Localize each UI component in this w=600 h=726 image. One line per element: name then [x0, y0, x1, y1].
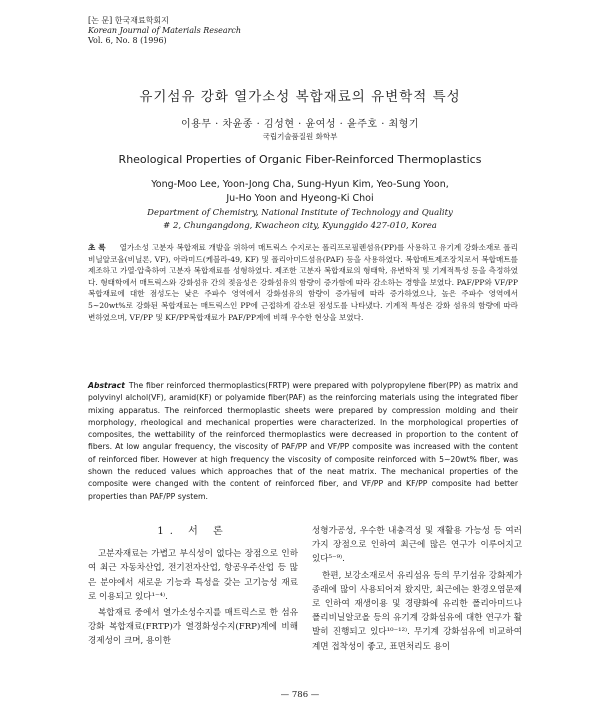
- abstract-korean-label: 초 록: [88, 243, 106, 252]
- body-column-left: [88, 522, 298, 649]
- intro-paragraph-2-continued: 성형가공성, 우수한 내충격성 및 재활용 가능성 등 여러가지 장점으로 인하여 최근에 많은 연구가 이루어지고 있다⁵⁻⁹⁾.: [312, 526, 522, 565]
- journal-name-en: Korean Journal of Materials Research: [88, 26, 242, 35]
- affiliation-english: [0, 207, 600, 233]
- intro-paragraph-2: 복합재료 중에서 열가소성수지를 매트릭스로 한 섬유강화 복합재료(FRTP)가 열경화성수지(FRP)계에 비해 경제성이 크며, 용이한: [88, 608, 298, 647]
- abstract-korean-text: 열가소성 고분자 복합재료 개발을 위하여 매트릭스 수지로는 폴리프로필렌섬유(PP)를 사용하고 유기계 강화소재로 폴리비닐알코올(비닐론, VF), 아라미드(케블라-49, KF) 및 폴리아미드섬유(PAF) 등을 사용하였다. 복합매트제조장치로서 복합매트를 제조하고 가열·압축하여 고분자 복합재료를 성형하였다. 제조한 고분자 복합재료의 형태학, 유변학적 및 기계적특성 등을 측정하였다. 형태학에서 매트릭스와 강화섬유 간의 젖음성은 강화섬유의 함량이 증가함에 따라 감소하는 경향을 보였다. PAF/PP와 VF/PP 복합재료에 대한 점성도는 낮은 주파수 영역에서 강화섬유의 함량이 증가됨에 따라 증가하였으나, 높은 주파수 영역에서 5∼20wt%로 강화된 복합재료는 매트릭스인 PP에 근접하게 감소된 점성도를 나타냈다. 기계적 특성은 강화 섬유의 함량에 따라 변하였으며, VF/PP 및 KF/PP복합재료가 PAF/PP계에 비해 우수한 현상을 보였다.: [88, 243, 518, 322]
- journal-header: [88, 16, 241, 46]
- authors-english-line2: Ju-Ho Yoon and Hyeong-Ki Choi: [226, 193, 374, 204]
- authors-korean: 이용무 · 차윤종 · 김성현 · 윤여성 · 윤주호 · 최형기: [180, 119, 420, 130]
- body-column-right: [312, 524, 522, 654]
- affiliation-korean: 국립기술품질원 화학부: [262, 132, 338, 141]
- title-korean: 유기섬유 강화 열가소성 복합재료의 유변학적 특성: [139, 89, 461, 105]
- journal-volume: Vol. 6, No. 8 (1996): [88, 36, 167, 45]
- section-heading-introduction: 1. 서 론: [157, 526, 229, 537]
- affiliation-english-line1: Department of Chemistry, National Institute of Technology and Quality: [147, 208, 453, 218]
- abstract-korean: [88, 242, 518, 323]
- intro-paragraph-3: 한편, 보강소재로서 유리섬유 등의 무기섬유 강화제가 종래에 많이 사용되어져 왔지만, 최근에는 환경오염문제로 인하여 재생이용 및 경량화에 유리한 폴리아미드나 폴리비닐알코올 등의 유기계 강화섬유에 대한 연구가 활발히 진행되고 있다¹⁰⁻¹²⁾. 무기계 강화섬유에 비교하여 계면 접착성이 좋고, 표면처리도 용이: [312, 570, 522, 652]
- journal-name-ko: [논 문] 한국재료학회지: [88, 16, 169, 25]
- authors-english: [0, 178, 600, 206]
- page-number: — 786 —: [280, 690, 320, 700]
- affiliation-english-line2: # 2, Chungangdong, Kwacheon city, Kyunggido 427-010, Korea: [163, 221, 437, 231]
- title-english: Rheological Properties of Organic Fiber-Reinforced Thermoplastics: [118, 153, 482, 166]
- abstract-english-text: The fiber reinforced thermoplastics(FRTP) were prepared with polypropylene fiber(PP) as matrix and polyvinyl alchol(VF), aramid(KF) or polyamide fiber(PAF) as the reinforcing materials using the integrated fiber mixing apparatus. The reinforced thermoplastic sheets were prepared by compression molding and their morphology, rheological and mechanical properties were characterized. In the morphological properties of composites, the wettability of the reinforced thermoplastics were decreased in proportion to the content of fibers. At low angular frequency, the viscosity of PAF/PP and VF/PP composite was increased with the content of reinforced fiber. However at high frequency the viscosity of composite reinforced with 5∼20wt% fiber, was shown the reduced values which approaches that of the neat matrix. The mechanical properties of the composite were changed with the content of reinforced fiber, and VF/PP and KF/PP composite had better properties than PAF/PP system.: [88, 381, 518, 501]
- abstract-english: [88, 380, 518, 503]
- authors-english-line1: Yong-Moo Lee, Yoon-Jong Cha, Sung-Hyun Kim, Yeo-Sung Yoon,: [151, 179, 449, 190]
- abstract-english-label: Abstract: [88, 381, 125, 390]
- intro-paragraph-1: 고분자재료는 가볍고 부식성이 없다는 장점으로 인하여 최근 자동차산업, 전기전자산업, 항공우주산업 등 많은 분야에서 새로운 기능과 특성을 갖는 고기능성 재료로 이용되고 있다¹⁻⁴⁾.: [88, 549, 298, 602]
